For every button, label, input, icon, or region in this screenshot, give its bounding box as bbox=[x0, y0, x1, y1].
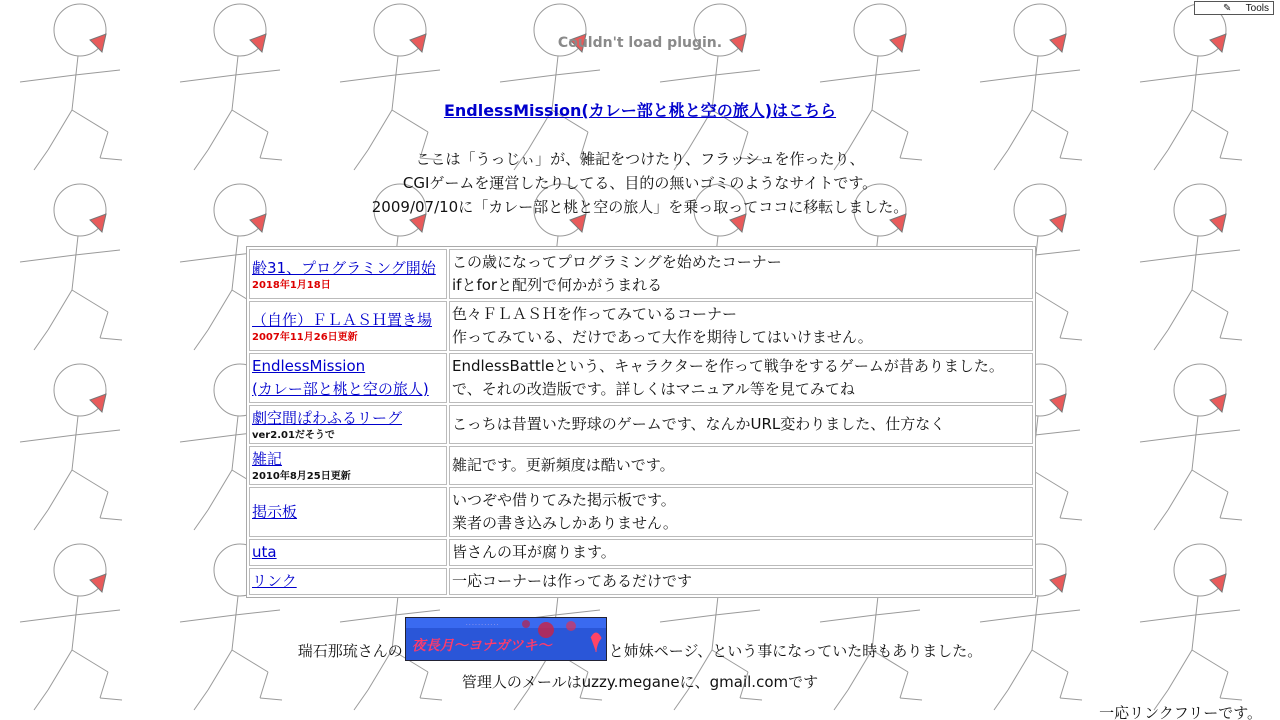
stick-figure-icon bbox=[180, 4, 282, 170]
sister-page-line bbox=[0, 617, 1280, 661]
row-link[interactable] bbox=[252, 448, 444, 471]
row-description-line: 色々ＦＬＡＳＨを作ってみているコーナー bbox=[452, 305, 738, 323]
row-link-text: 雑記 bbox=[252, 450, 283, 468]
row-description-line: 作ってみている、だけであって大作を期待してはいけません。 bbox=[452, 328, 873, 346]
row-description-line: この歳になってプログラミングを始めたコーナー bbox=[452, 253, 782, 271]
link-free-note: 一応リンクフリーです。 bbox=[1099, 704, 1262, 720]
row-link-text: (カレー部と桃と空の旅人) bbox=[252, 380, 429, 398]
endless-mission-link[interactable]: EndlessMission(カレー部と桃と空の旅人)はこちら bbox=[443, 101, 837, 120]
row-link-cell bbox=[249, 487, 447, 537]
sister-text-before: 瑞石那琉さんの bbox=[297, 642, 403, 660]
row-link-cell bbox=[249, 446, 447, 485]
row-link[interactable] bbox=[252, 541, 444, 564]
intro-line-2: CGIゲームを運営したりしてる、目的の無いゴミのようなサイトです。 bbox=[402, 174, 878, 192]
row-link-text: EndlessMission bbox=[252, 357, 366, 375]
table-row bbox=[249, 249, 1033, 299]
tools-label: Tools bbox=[1245, 3, 1269, 14]
row-link-text: 掲示板 bbox=[252, 502, 298, 521]
stick-figure-icon bbox=[1140, 364, 1242, 530]
svg-text:· · · · · · · · · · ·: · · · · · · · · · · · bbox=[465, 622, 498, 628]
row-description bbox=[449, 568, 1033, 595]
intro-text bbox=[0, 147, 1280, 219]
row-description-line: ifとforと配列で何かがうまれる bbox=[452, 276, 663, 294]
row-description-line: こっちは昔置いた野球のゲームです、なんかURL変わりました、仕方なく bbox=[452, 415, 946, 433]
stick-figure-icon bbox=[980, 4, 1082, 170]
row-description bbox=[449, 405, 1033, 444]
table-row bbox=[249, 487, 1033, 537]
row-link[interactable] bbox=[252, 257, 444, 280]
row-description bbox=[449, 353, 1033, 403]
row-description-line: 一応コーナーは作ってあるだけです bbox=[452, 572, 693, 590]
stick-figure-icon bbox=[20, 4, 122, 170]
row-date: ver2.01だそうで bbox=[252, 430, 335, 441]
row-link-text: 劇空間ぱわふるリーグ bbox=[252, 409, 403, 427]
row-link[interactable] bbox=[252, 570, 444, 593]
tools-button[interactable] bbox=[1194, 1, 1274, 15]
stick-figure-icon bbox=[340, 4, 442, 170]
admin-mail: 管理人のメールはuzzy.meganeに、gmail.comです bbox=[461, 673, 819, 691]
stick-figure-icon bbox=[500, 4, 602, 170]
row-description-line: EndlessBattleという、キャラクターを作って戦争をするゲームが昔ありました。 bbox=[452, 357, 1004, 375]
row-link-cell bbox=[249, 405, 447, 444]
row-date: 2018年1月18日 bbox=[252, 279, 331, 291]
row-link-text: （自作）ＦＬＡＳＨ置き場 bbox=[252, 310, 433, 329]
table-row bbox=[249, 405, 1033, 444]
row-description bbox=[449, 539, 1033, 566]
row-link[interactable] bbox=[252, 309, 444, 332]
row-link-text: リンク bbox=[252, 572, 297, 590]
row-link-cell bbox=[249, 568, 447, 595]
stick-figure-icon bbox=[820, 4, 922, 170]
row-link[interactable] bbox=[252, 407, 444, 430]
table-row bbox=[249, 568, 1033, 595]
sister-text-after: と姉妹ページ、という事になっていた時もありました。 bbox=[608, 642, 983, 660]
tools-icon: ✎ bbox=[1223, 3, 1232, 14]
row-link-text: 齢31、プログラミング開始 bbox=[252, 258, 436, 277]
row-description-line: いつぞや借りてみた掲示板です。 bbox=[452, 491, 676, 509]
row-link[interactable] bbox=[252, 501, 444, 524]
row-description bbox=[449, 249, 1033, 299]
row-link-cell bbox=[249, 353, 447, 403]
row-link-text: uta bbox=[252, 543, 277, 561]
row-description-line: 業者の書き込みしかありません。 bbox=[452, 514, 678, 532]
stick-figure-icon bbox=[660, 4, 762, 170]
stick-figure-icon bbox=[20, 364, 122, 530]
row-link-cell bbox=[249, 301, 447, 351]
row-link-cell bbox=[249, 249, 447, 299]
plugin-error-message: Couldn't load plugin. bbox=[557, 35, 723, 51]
row-link[interactable] bbox=[252, 355, 444, 401]
row-date: 2007年11月26日更新 bbox=[252, 331, 358, 343]
row-description-line: 皆さんの耳が腐ります。 bbox=[452, 543, 616, 561]
row-description bbox=[449, 446, 1033, 485]
table-row bbox=[249, 446, 1033, 485]
banner-text: 夜長月～ヨナガツキ～ bbox=[411, 638, 552, 654]
table-row bbox=[249, 539, 1033, 566]
table-row bbox=[249, 353, 1033, 403]
intro-line-3: 2009/07/10に「カレー部と桃と空の旅人」を乗っ取ってココに移転しました。 bbox=[371, 198, 909, 216]
content-table bbox=[246, 246, 1036, 598]
intro-line-1: ここは「うっじぃ」が、雑記をつけたり、フラッシュを作ったり、 bbox=[415, 150, 865, 168]
row-description-line: で、それの改造版です。詳しくはマニュアル等を見てみてね bbox=[452, 380, 855, 398]
row-description-line: 雑記です。更新頻度は酷いです。 bbox=[452, 456, 675, 474]
row-description bbox=[449, 301, 1033, 351]
row-description bbox=[449, 487, 1033, 537]
row-date: 2010年8月25日更新 bbox=[252, 471, 351, 482]
row-link-cell bbox=[249, 539, 447, 566]
sister-banner-link[interactable] bbox=[405, 617, 607, 661]
table-row bbox=[249, 301, 1033, 351]
stick-figure-icon bbox=[1140, 4, 1242, 170]
